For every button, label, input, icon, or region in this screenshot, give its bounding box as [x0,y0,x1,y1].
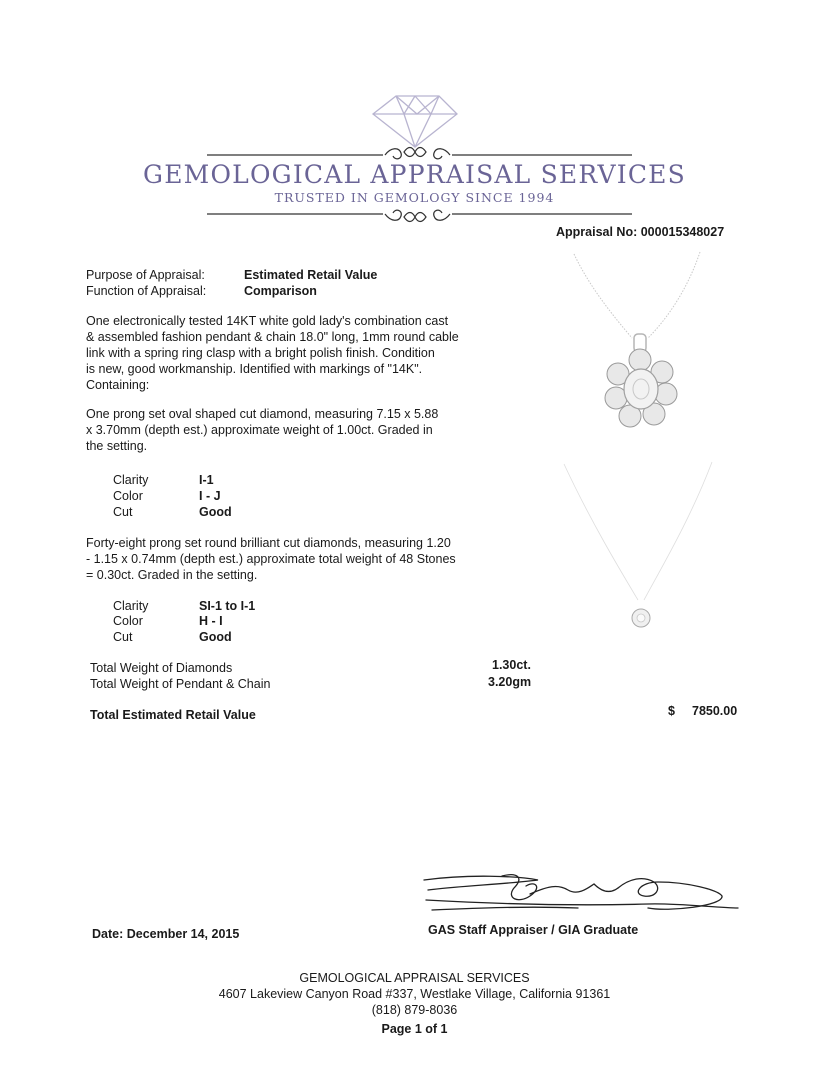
company-name: GEMOLOGICAL APPRAISAL SERVICES [143,160,686,189]
signature-caption: GAS Staff Appraiser / GIA Graduate [428,923,639,937]
function-label: Function of Appraisal: [86,284,207,298]
side-stones-line: - 1.15 x 0.74mm (depth est.) approximate total weight of 48 Stones [86,552,456,566]
retail-value-label: Total Estimated Retail Value [90,708,256,722]
side-stones-line: Forty-eight prong set round brilliant cut diamonds, measuring 1.20 [86,536,451,550]
total-diamonds-label: Total Weight of Diamonds [90,661,233,675]
footer-company: GEMOLOGICAL APPRAISAL SERVICES [299,971,530,985]
description-line: is new, good workmanship. Identified with markings of "14K". [86,362,423,376]
grade-label: Cut [113,505,133,519]
grade-value: Good [199,505,232,519]
grade-value: H - I [199,614,223,628]
grade-label: Clarity [113,599,149,613]
total-pendant-label: Total Weight of Pendant & Chain [90,677,271,691]
grade-value: Good [199,630,232,644]
side-stones-line: = 0.30ct. Graded in the setting. [86,568,258,582]
description-line: link with a spring ring clasp with a bright polish finish. Condition [86,346,435,360]
top-ornament-icon [207,148,632,159]
grade-label: Clarity [113,473,149,487]
description-line: & assembled fashion pendant & chain 18.0" long, 1mm round cable [86,330,459,344]
center-stone-description [86,406,438,454]
pendant-closeup-image [560,248,740,458]
footer-phone: (818) 879-8036 [371,1003,458,1017]
center-stone-line: the setting. [86,439,148,453]
grade-value: SI-1 to I-1 [199,599,256,613]
grade-value: I - J [199,489,221,503]
pendant-full-image [560,460,740,640]
grade-label: Cut [113,630,133,644]
grade-label: Color [113,614,143,628]
total-diamonds-value: 1.30ct. [492,658,531,672]
appraisal-date: Date: December 14, 2015 [92,927,240,941]
description-line: One electronically tested 14KT white gold lady's combination cast [86,314,449,328]
center-stone-line: x 3.70mm (depth est.) approximate weight of 1.00ct. Graded in [86,423,433,437]
purpose-value: Estimated Retail Value [244,268,378,282]
function-value: Comparison [244,284,317,298]
side-stones-description [86,535,456,583]
retail-value: 7850.00 [692,704,738,718]
bottom-ornament-icon [207,210,632,221]
total-pendant-value: 3.20gm [488,675,532,689]
purpose-label: Purpose of Appraisal: [86,268,205,282]
center-stone-line: One prong set oval shaped cut diamond, measuring 7.15 x 5.88 [86,407,439,421]
grade-value: I-1 [199,473,214,487]
grade-label: Color [113,489,143,503]
appraiser-signature-image [418,868,748,923]
description-line: Containing: [86,378,150,392]
retail-currency: $ [668,704,675,718]
item-description [86,313,459,393]
appraisal-number: Appraisal No: 000015348027 [556,225,725,239]
footer-address: 4607 Lakeview Canyon Road #337, Westlake Village, California 91361 [218,987,611,1001]
diamond-logo-icon [373,96,457,147]
company-tagline: TRUSTED IN GEMOLOGY SINCE 1994 [274,190,555,205]
page-number: Page 1 of 1 [381,1022,448,1036]
